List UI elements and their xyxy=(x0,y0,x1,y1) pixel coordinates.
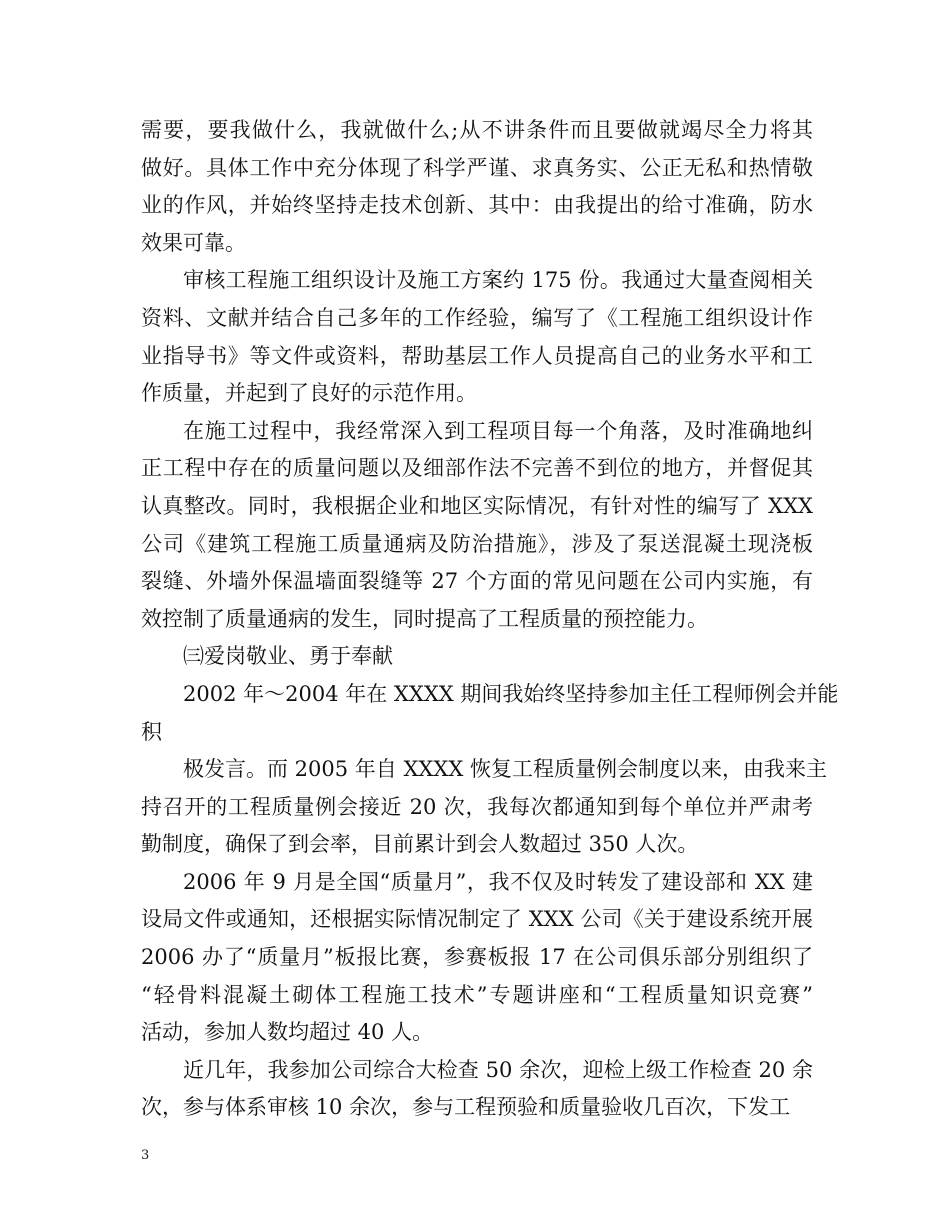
text-line: 2002 年～2004 年在 XXXX 期间我始终坚持参加主任工程师例会并能 xyxy=(183,681,839,706)
page-number: 3 xyxy=(141,1148,150,1163)
text-line: 需要，要我做什么，我就做什么;从不讲条件而且要做就竭尽全力将其 xyxy=(141,118,813,142)
paragraph xyxy=(141,751,827,864)
text-line: 正工程中存在的质量问题以及细部作法不完善不到位的地方，并督促其 xyxy=(141,456,813,481)
text-line: 作质量，并起到了良好的示范作用。 xyxy=(141,381,477,406)
paragraph xyxy=(141,413,813,639)
text-line: 效控制了质量通病的发生，同时提高了工程质量的预控能力。 xyxy=(141,606,708,631)
paragraph xyxy=(141,1052,813,1127)
paragraph xyxy=(141,638,813,676)
text-line: 业的作风，并始终坚持走技术创新、其中：由我提出的给寸准确，防水 xyxy=(141,193,813,218)
text-line: ㈢爱岗敬业、勇于奉献 xyxy=(183,644,393,669)
text-line: 设局文件或通知，还根据实际情况制定了 XXX 公司《关于建设系统开展 xyxy=(141,907,813,932)
paragraph xyxy=(141,112,813,262)
text-line: 2006 办了“质量月”板报比赛，参赛板报 17 在公司俱乐部分别组织了 xyxy=(141,945,813,970)
paragraph xyxy=(141,676,839,751)
text-line: 资料、文献并结合自己多年的工作经验，编写了《工程施工组织设计作 xyxy=(141,305,813,330)
text-line: 公司《建筑工程施工质量通病及防治措施》，涉及了泵送混凝土现浇板 xyxy=(141,531,813,556)
text-line: 近几年，我参加公司综合大检查 50 余次，迎检上级工作检查 20 余 xyxy=(183,1057,813,1082)
text-line: 2006 年 9 月是全国“质量月”，我不仅及时转发了建设部和 XX 建 xyxy=(183,869,813,894)
text-line: 极发言。而 2005 年自 XXXX 恢复工程质量例会制度以来，由我来主 xyxy=(183,757,827,782)
text-line: 认真整改。同时，我根据企业和地区实际情况，有针对性的编写了 XXX xyxy=(141,493,813,518)
paragraph xyxy=(141,262,813,412)
text-line: 持召开的工程质量例会接近 20 次，我每次都通知到每个单位并严肃考 xyxy=(141,794,813,819)
text-line: 效果可靠。 xyxy=(141,230,246,255)
text-line: 积 xyxy=(141,719,162,744)
text-line: 活动，参加人数均超过 40 人。 xyxy=(141,1020,434,1045)
text-line: 做好。具体工作中充分体现了科学严谨、求真务实、公正无私和热情敬 xyxy=(141,155,813,180)
text-line: “轻骨料混凝土砌体工程施工技术”专题讲座和“工程质量知识竞赛” xyxy=(141,982,813,1007)
document-body xyxy=(141,112,839,1127)
text-line: 裂缝、外墙外保温墙面裂缝等 27 个方面的常见问题在公司内实施，有 xyxy=(141,569,813,594)
text-line: 次，参与体系审核 10 余次，参与工程预验和质量验收几百次，下发工 xyxy=(141,1095,791,1120)
text-line: 业指导书》等文件或资料，帮助基层工作人员提高自己的业务水平和工 xyxy=(141,343,813,368)
text-line: 审核工程施工组织设计及施工方案约 175 份。我通过大量查阅相关 xyxy=(183,268,813,293)
text-line: 在施工过程中，我经常深入到工程项目每一个角落，及时准确地纠 xyxy=(183,418,813,443)
paragraph xyxy=(141,864,813,1052)
text-line: 勤制度，确保了到会率，目前累计到会人数超过 350 人次。 xyxy=(141,832,699,857)
